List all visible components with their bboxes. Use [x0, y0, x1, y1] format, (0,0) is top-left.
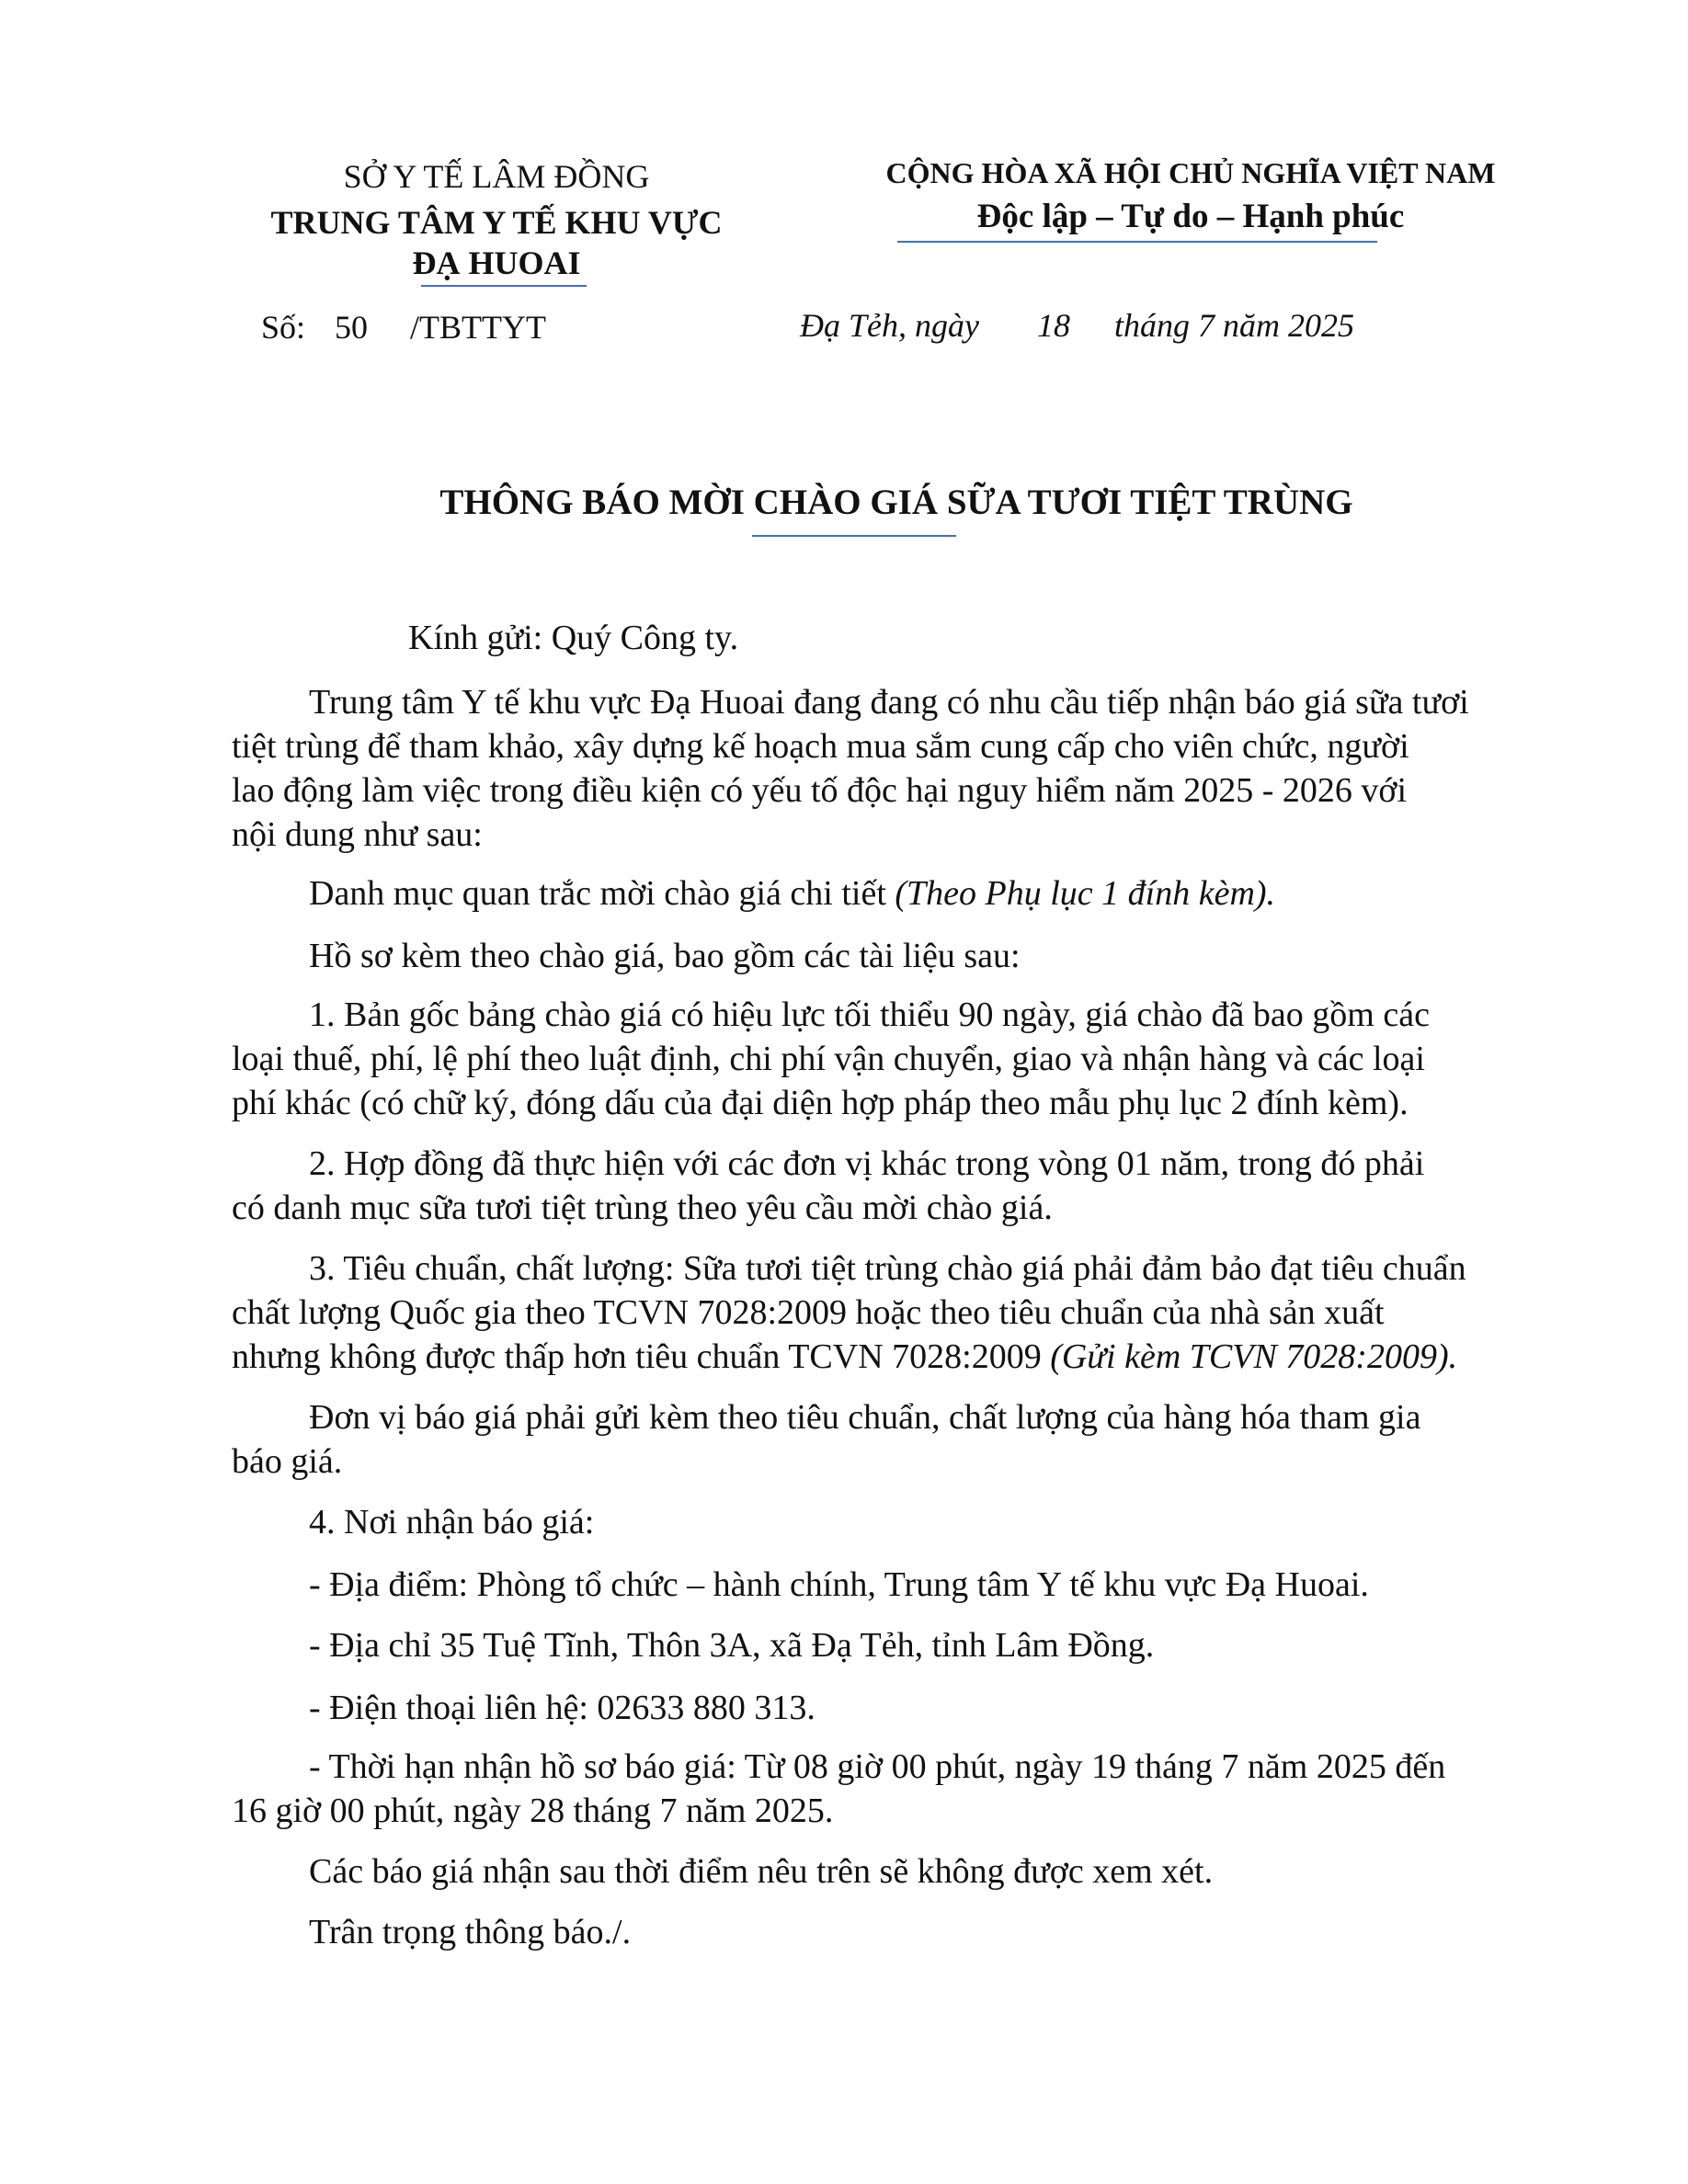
agency-underline [421, 285, 587, 287]
item-3-line: chất lượng Quốc gia theo TCVN 7028:2009 hoặc theo tiêu chuẩn của nhà sản xuất [232, 1293, 1385, 1332]
deadline-paragraph [232, 1745, 1561, 1833]
late-note: Các báo giá nhận sau thời điểm nêu trên sẽ không được xem xét. [309, 1852, 1214, 1891]
catalog-line [309, 871, 1275, 916]
item-3-last-text: nhưng không được thấp hơn tiêu chuẩn TCVN 7028:2009 [232, 1337, 1051, 1376]
doc-number-suffix: /TBTTYT [410, 309, 546, 346]
item-3-last-line [232, 1335, 1561, 1379]
item-1-line: 1. Bản gốc bảng chào giá có hiệu lực tối thiểu 90 ngày, giá chào đã bao gồm các [309, 995, 1430, 1034]
intro-line: Trung tâm Y tế khu vực Đạ Huoai đang đang có nhu cầu tiếp nhận báo giá sữa tươi [309, 683, 1469, 722]
item-1-line: loại thuế, phí, lệ phí theo luật định, chi phí vận chuyển, giao và nhận hàng và các loại [232, 1040, 1425, 1078]
item-4: 4. Nơi nhận báo giá: [309, 1503, 595, 1541]
intro-paragraph [232, 680, 1561, 857]
item-1-line: phí khác (có chữ ký, đóng dấu của đại diện hợp pháp theo mẫu phụ lục 2 đính kèm). [232, 1084, 1409, 1122]
catalog-appendix-ref: (Theo Phụ lục 1 đính kèm). [895, 874, 1276, 913]
supplier-note [232, 1395, 1561, 1484]
item-2 [232, 1142, 1561, 1230]
date-month-year: tháng 7 năm 2025 [1114, 307, 1354, 344]
deadline-line: - Thời hạn nhận hồ sơ báo giá: Từ 08 giờ 00 phút, ngày 19 tháng 7 năm 2025 đến [309, 1747, 1446, 1786]
address-line: - Địa chỉ 35 Tuệ Tĩnh, Thôn 3A, xã Đạ Tẻh, tỉnh Lâm Đồng. [309, 1626, 1155, 1665]
closing: Trân trọng thông báo./. [309, 1913, 632, 1951]
item-3-attachment-ref: (Gửi kèm TCVN 7028:2009). [1050, 1337, 1458, 1376]
phone-line: - Điện thoại liên hệ: 02633 880 313. [309, 1689, 815, 1727]
docs-intro: Hồ sơ kèm theo chào giá, bao gồm các tài liệu sau: [309, 937, 1021, 975]
title-underline [752, 535, 956, 537]
item-3-line: 3. Tiêu chuẩn, chất lượng: Sữa tươi tiệt trùng chào giá phải đảm bảo đạt tiêu chuẩn [309, 1249, 1466, 1288]
motto-underline [897, 241, 1377, 243]
item-2-line: có danh mục sữa tươi tiệt trùng theo yêu cầu mời chào giá. [232, 1189, 1053, 1227]
doc-number: 50 [335, 309, 368, 346]
item-2-line: 2. Hợp đồng đã thực hiện với các đơn vị khác trong vòng 01 năm, trong đó phải [309, 1144, 1425, 1183]
doc-number-label: Số: [261, 309, 306, 346]
intro-line: tiệt trùng để tham khảo, xây dựng kế hoạch mua sắm cung cấp cho viên chức, người [232, 727, 1409, 766]
motto: Độc lập – Tự do – Hạnh phúc [976, 198, 1405, 235]
date-day: 18 [1037, 307, 1070, 344]
deadline-line: 16 giờ 00 phút, ngày 28 tháng 7 năm 2025. [232, 1792, 834, 1830]
supplier-note-line: báo giá. [232, 1442, 343, 1481]
place-date-prefix: Đạ Tẻh, ngày [800, 307, 979, 344]
agency-name-line1: TRUNG TÂM Y TẾ KHU VỰC [270, 204, 723, 241]
nation-name: CỘNG HÒA XÃ HỘI CHỦ NGHĨA VIỆT NAM [885, 156, 1496, 189]
item-3 [232, 1246, 1561, 1379]
catalog-text: Danh mục quan trắc mời chào giá chi tiết [309, 874, 895, 913]
item-1 [232, 993, 1561, 1125]
salutation: Kính gửi: Quý Công ty. [408, 619, 739, 657]
intro-line: nội dung như sau: [232, 815, 483, 854]
agency-parent: SỞ Y TẾ LÂM ĐỒNG [343, 158, 650, 195]
location-line: - Địa điểm: Phòng tổ chức – hành chính, Trung tâm Y tế khu vực Đạ Huoai. [309, 1565, 1369, 1604]
supplier-note-line: Đơn vị báo giá phải gửi kèm theo tiêu chuẩn, chất lượng của hàng hóa tham gia [309, 1398, 1421, 1437]
document-title: THÔNG BÁO MỜI CHÀO GIÁ SỮA TƯƠI TIỆT TRÙNG [439, 483, 1353, 522]
agency-name-line2: ĐẠ HUOAI [412, 245, 581, 281]
intro-line: lao động làm việc trong điều kiện có yếu tố độc hại nguy hiểm năm 2025 - 2026 với [232, 771, 1408, 810]
